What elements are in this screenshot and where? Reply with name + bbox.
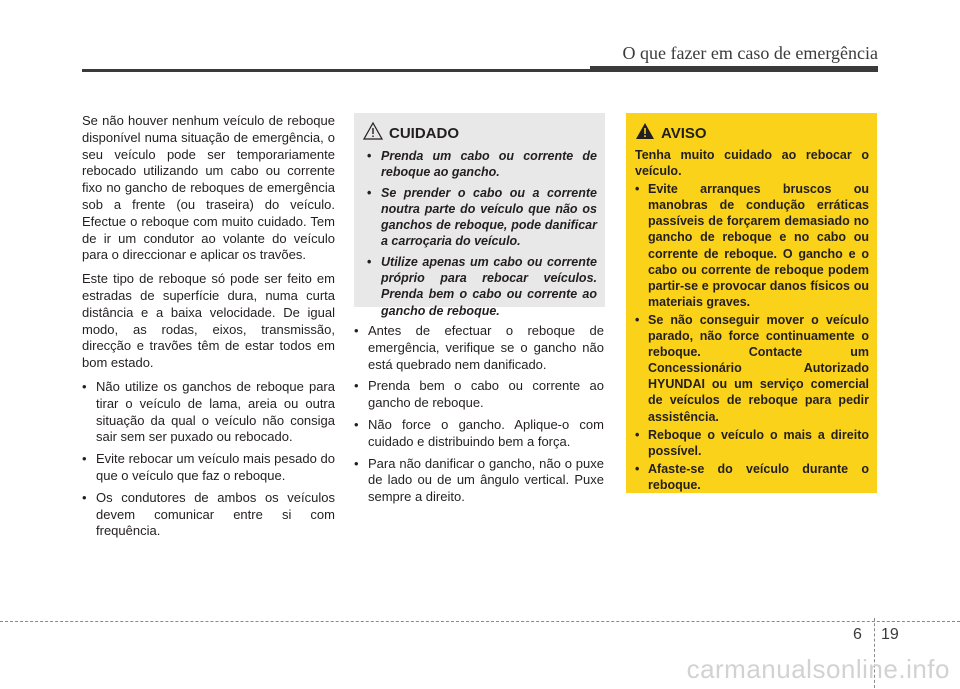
paragraph: Este tipo de reboque só pode ser feito em estradas de superfície dura, numa curta distância e a baixa velocidade. De igual modo, as rodas, eixos, transmissão, direcção e travões têm de estar todos em bom estado. (82, 271, 335, 371)
paragraph: Se não houver nenhum veículo de reboque disponível numa situação de emergência, o seu veículo pode ser temporariamente rebocado utilizando um cabo ou corrente fixo no gancho de reboques de emergência sob a frente (ou traseira) do veículo. Efectue o reboque com muito cuidado. Tem de ir um condutor ao volante do veículo para o direccionar e aplicar os travões. (82, 113, 335, 263)
warning-list (635, 181, 869, 493)
list-item: • Não force o gancho. Aplique-o com cuidado e distribuindo bem a força. (354, 417, 604, 451)
warning-item: • Evite arranques bruscos ou manobras de condução erráticas passíveis de forçarem demasiado no gancho de reboque e no cabo ou corrente de reboque. O gancho e o cabo ou corrente de reboque podem partir-se e provocar danos físicos ou materiais graves. (635, 181, 869, 310)
middle-column (354, 323, 604, 511)
warning-intro: Tenha muito cuidado ao rebocar o veículo. (635, 148, 869, 179)
caution-triangle-icon (363, 122, 383, 145)
page-number: 19 (881, 626, 899, 643)
warning-item: • Reboque o veículo o mais a direito possível. (635, 427, 869, 459)
bullet-list (82, 379, 335, 540)
caution-box (354, 113, 605, 318)
list-item: • Os condutores de ambos os veículos devem comunicar entre si com frequência. (82, 490, 335, 540)
warning-item: • Afaste-se do veículo durante o reboque. (635, 461, 869, 493)
caution-title: CUIDADO (389, 125, 459, 142)
warning-header (635, 122, 869, 145)
list-item: • Evite rebocar um veículo mais pesado do que o veículo que faz o reboque. (82, 451, 335, 485)
list-item: • Prenda bem o cabo ou corrente ao gancho de reboque. (354, 378, 604, 412)
footer-rule (0, 621, 960, 622)
warning-item: • Se não conseguir mover o veículo parado, não force continuamente o reboque. Contacte um Concessionário Autorizado HYUNDAI ou um serviço comercial de veículos de reboque para pedir assistência. (635, 312, 869, 425)
list-item: • Para não danificar o gancho, não o puxe de lado ou de um ângulo vertical. Puxe sempre a direito. (354, 456, 604, 506)
list-item: • Não utilize os ganchos de reboque para tirar o veículo de lama, areia ou outra situação da qual o veículo não consiga sair sem ser puxado ou rebocado. (82, 379, 335, 446)
list-item: • Antes de efectuar o reboque de emergência, verifique se o gancho não está quebrado nem danificado. (354, 323, 604, 373)
header-rule-accent (590, 66, 878, 72)
chapter-header-title: O que fazer em caso de emergência (622, 43, 878, 63)
caution-item: • Prenda um cabo ou corrente de reboque ao gancho. (363, 148, 597, 181)
warning-title: AVISO (661, 125, 707, 142)
bullet-list (354, 323, 604, 506)
caution-header (363, 122, 597, 145)
warning-triangle-icon (635, 122, 655, 145)
warning-box (626, 113, 877, 493)
chapter-number: 6 (853, 626, 862, 643)
left-column (82, 113, 335, 545)
caution-item: • Utilize apenas um cabo ou corrente próprio para rebocar veículos. Prenda bem o cabo ou corrente ao gancho de reboque. (363, 254, 597, 319)
caution-item: • Se prender o cabo ou a corrente noutra parte do veículo que não os ganchos de reboque, pode danificar a carroçaria do veículo. (363, 185, 597, 250)
watermark: carmanualsonline.info (686, 654, 950, 684)
caution-list (363, 148, 597, 319)
